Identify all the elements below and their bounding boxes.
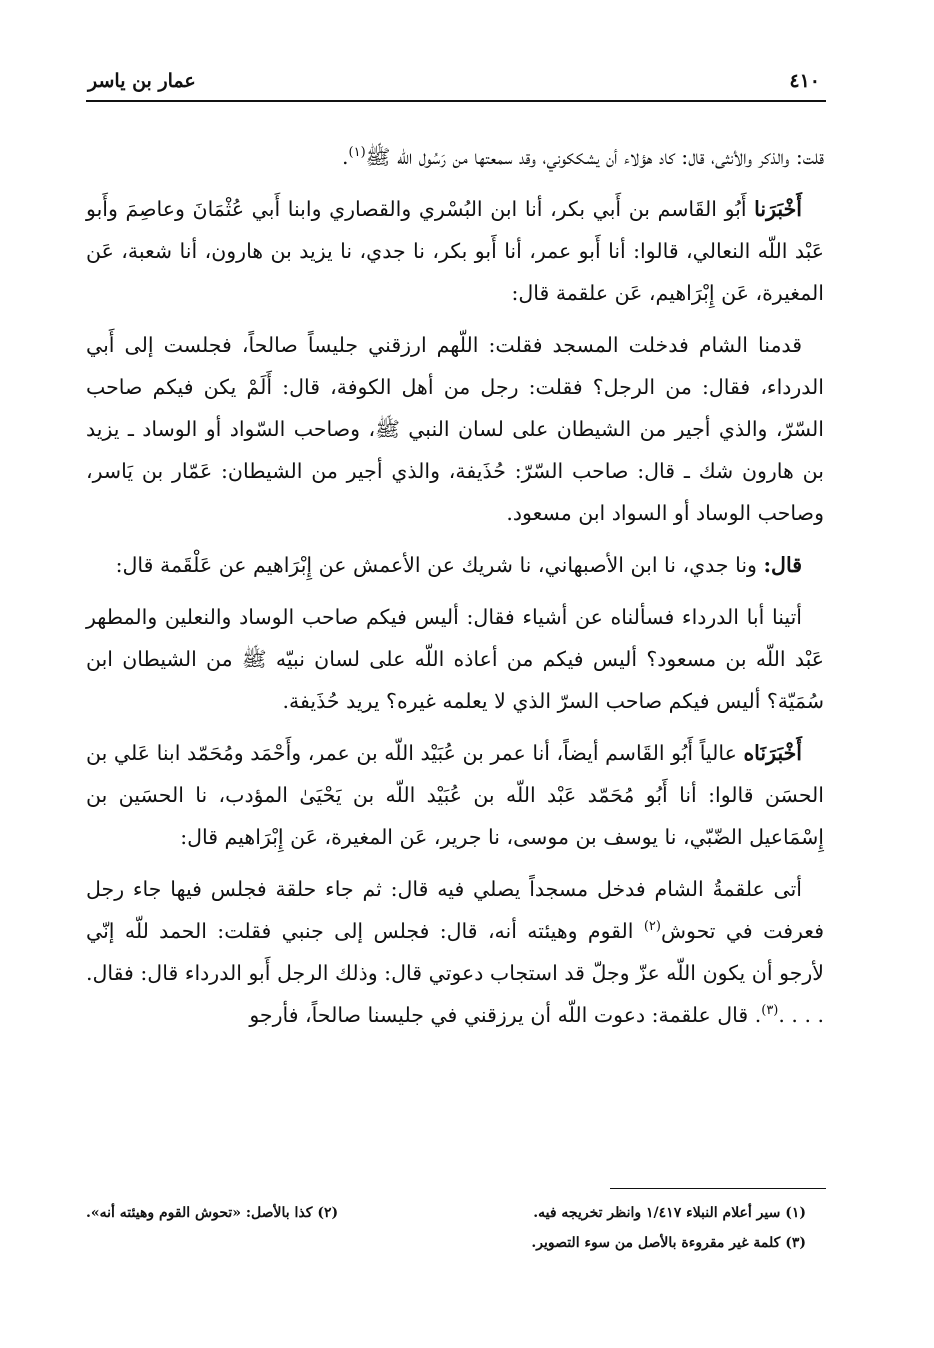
footnote-text: سير أعلام النبلاء ١/٤١٧ وانظر تخريجه فيه. [533, 1205, 781, 1221]
footnote-text: كذا بالأصل: «تحوش القوم وهيئته أنه». [86, 1205, 313, 1221]
paragraph-7 [86, 868, 824, 1036]
paragraph-lead: قال: [763, 553, 802, 577]
paragraph-1 [86, 136, 824, 178]
footnote-1 [533, 1198, 806, 1228]
footnotes [86, 1198, 806, 1258]
running-title: عمار بن ياسر [88, 70, 196, 92]
paragraph-tail: القوم وهيئته أنه، قال: فجلس إلى جنبي فقلت: الحمد للّه إنّي لأرجو أن يكون اللّه عزّ وجلّ قد استجاب دعوتي قال: وذلك الرجل أَبو الدرداء قال: فقال. . . . . [86, 919, 824, 1027]
footnote-number: (١) [785, 1205, 806, 1221]
footnote-ref-2: (٢) [643, 919, 661, 935]
paragraph-text: قلت: والذكر والأنثى، قال: كاد هؤلاء أن يشككوني، وقد سمعتها من رَسُول الله ﷺ [365, 145, 824, 169]
paragraph-text: أتى علقمةُ الشام فدخل مسجداً يصلي فيه قال: ثم جاء حلقة فجلس فيها جاء رجل فعرفت في تحوش [86, 877, 824, 943]
paragraph-3 [86, 324, 824, 534]
paragraph-tail: . [342, 145, 349, 169]
paragraph-lead: أَخْبَرَنَاه [743, 741, 802, 765]
header-rule [86, 100, 826, 102]
paragraph-text: قدمنا الشام فدخلت المسجد فقلت: اللّهم ارزقني جليساً صالحاً، فجلست إلى أَبي الدرداء، فقال: من الرجل؟ فقلت: رجل من أهل الكوفة، قال: أَلَمْ يكن فيكم صاحب السّرّ، والذي أجير من الشيطان على لسان النبي ﷺ، وصاحب السّواد أو الوساد ـ يزيد بن هارون شك ـ قال: صاحب السّرّ: حُذَيفة، والذي أجير من الشيطان: عَمّار بن يَاسر، وصاحب الوساد أو السواد ابن مسعود. [86, 333, 824, 525]
footnote-3 [531, 1228, 806, 1258]
footnote-2 [86, 1198, 338, 1228]
page-number: ٤١٠ [789, 70, 820, 92]
paragraph-text: أَبُو القَاسم بن أَبي بكر، أنا ابن البُسْري والقصاري وابنا أَبي عُثْمَانَ وعاصِمَ وأَبو عَبْد اللّه النعالي، قالوا: أنا أَبو عمر، أنا أَبو بكر، نا جدي، نا يزيد بن هارون، أنا شعبة، عَن المغيرة، عَن إِبْرَاهيم، عَن علقمة قال: [86, 197, 824, 305]
footnote-rule [610, 1188, 826, 1189]
footnote-text: كلمة غير مقروءة بالأصل من سوء التصوير. [531, 1235, 781, 1251]
paragraph-lead: أَخْبَرَنا [754, 197, 802, 221]
footnote-number: (٢) [317, 1205, 339, 1221]
paragraph-text: ونا جدي، نا ابن الأصبهاني، نا شريك عن الأعمش عن إِبْرَاهيم عن عَلْقَمة قال: [115, 553, 764, 577]
paragraph-text: عالياً أَبُو القَاسم أيضاً، أنا عمر بن عُبَيْد اللّه بن عمر، وأَحْمَد ومُحَمّد ابنا عَلي بن الحسَن قالوا: أنا أَبُو مُحَمّد عَبْد اللّه بن عُبَيْد اللّه بن يَحْيَىٰ المؤدب، نا الحسَين بن إِسْمَاعيل الضّبّي، نا يوسف بن موسى، نا جرير، عَن المغيرة، عَن إِبْرَاهيم قال: [86, 741, 824, 849]
footnote-number: (٣) [785, 1235, 806, 1251]
footnote-ref-3: (٣) [761, 1003, 779, 1019]
paragraph-tail-2: . قال علقمة: دعوت اللّه أن يرزقني في جليسنا صالحاً، فأرجو [249, 1003, 762, 1027]
footnote-row [86, 1228, 806, 1258]
footnote-ref-1: (١) [348, 145, 366, 161]
paragraph-2 [86, 188, 824, 314]
footnote-row [86, 1198, 806, 1228]
paragraph-5 [86, 596, 824, 722]
main-text [86, 136, 824, 1046]
paragraph-text: أتينا أبا الدرداء فسألناه عن أشياء فقال: أليس فيكم صاحب الوساد والنعلين والمطهر عَبْد اللّه بن مسعود؟ أليس فيكم من أعاذه اللّه على لسان نبيّه ﷺ من الشيطان ابن سُمَيّة؟ أليس فيكم صاحب السرّ الذي لا يعلمه غيره؟ يريد حُذَيفة. [86, 605, 824, 713]
paragraph-4 [86, 544, 824, 586]
page-header [88, 58, 820, 98]
paragraph-6 [86, 732, 824, 858]
